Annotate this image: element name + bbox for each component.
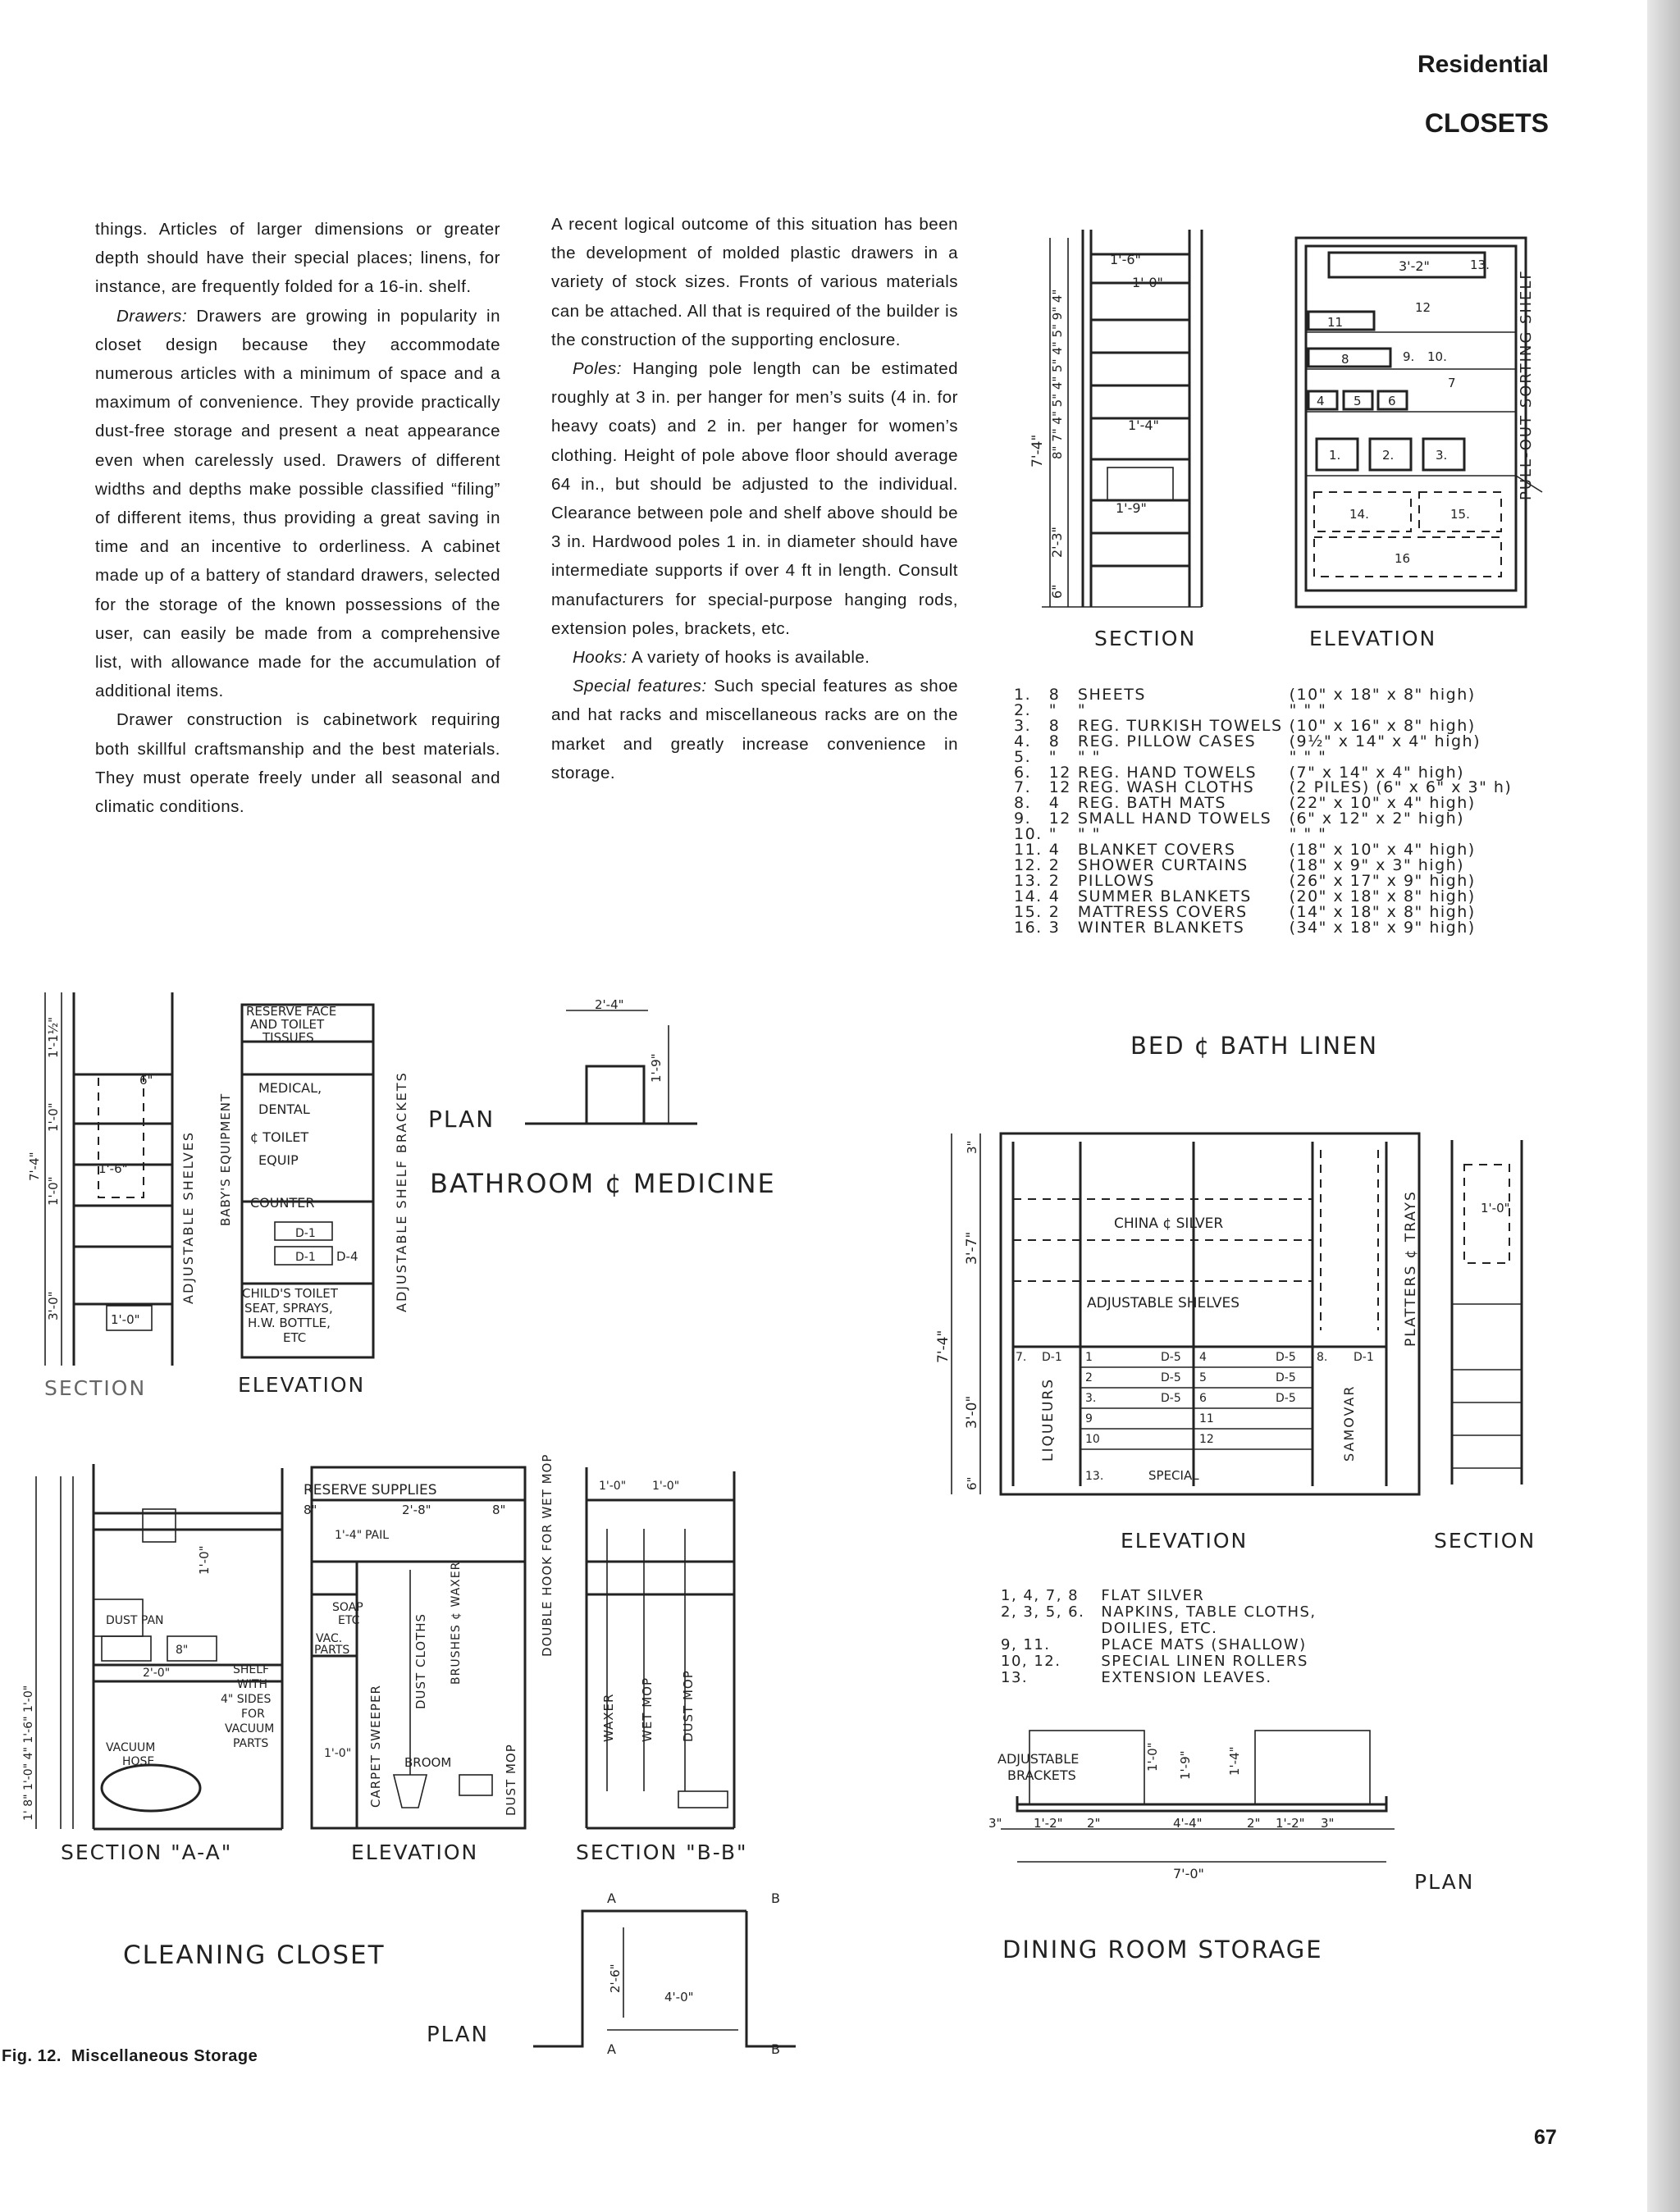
shelf-label: DENTAL [258, 1101, 310, 1117]
linen-item [1014, 703, 1518, 718]
dimension-label: 8" [492, 1503, 506, 1517]
linen-number: 13. [1014, 871, 1043, 890]
cleaning-section-a-label: SECTION "A-A" [61, 1840, 233, 1864]
drawer-label: 12 [1199, 1433, 1214, 1446]
linen-number: 1. [1014, 686, 1032, 704]
paragraph-special [551, 672, 958, 787]
linen-item [1014, 889, 1518, 905]
key-numbers: 13. [1001, 1669, 1029, 1686]
page-edge-shadow [1647, 0, 1680, 2212]
linen-list [1014, 687, 1518, 936]
broom-label: BROOM [404, 1755, 452, 1770]
linen-number: 8. [1014, 794, 1032, 813]
dining-key-row [1001, 1588, 1333, 1604]
dimension-label: 3" [1321, 1816, 1335, 1831]
linen-item [1014, 718, 1518, 734]
shelf-label: 4" SIDES [221, 1693, 272, 1706]
dust-cloths-label: DUST CLOTHS [413, 1612, 428, 1709]
double-hook-text: DOUBLE HOOK FOR WET MOP [540, 1453, 555, 1657]
linen-number: 16. [1014, 918, 1043, 937]
linen-name: SHOWER CURTAINS [1077, 855, 1249, 874]
shelf-label: FOR [241, 1708, 265, 1721]
bathroom-elevation-drawing [205, 1001, 410, 1361]
pull-out-label [1508, 238, 1541, 509]
dining-key-row [1001, 1637, 1333, 1653]
soap-etc-label: ETC [338, 1614, 360, 1627]
shelf-label: SEAT, SPRAYS, [244, 1301, 333, 1316]
samovar-label: SAMOVAR [1341, 1384, 1357, 1462]
dust-mop-label: DUST MOP [504, 1744, 518, 1816]
linen-size: (26" x 17" x 9" high) [1289, 871, 1476, 890]
key-numbers: 9, 11. [1001, 1636, 1051, 1653]
linen-quantity: 8 [1048, 732, 1061, 750]
vacuum-label: VACUUM [106, 1741, 156, 1754]
dimension-label: 3'-2" [1399, 258, 1430, 274]
babys-equipment-label: BABY'S EQUIPMENT [218, 1092, 233, 1226]
linen-quantity: 4 [1048, 794, 1061, 813]
paragraph: things. Articles of larger dimensions or greater depth should have their special places; linens, for instance, are frequently folded for a 16-in. shelf. [95, 220, 500, 297]
box-label: 7 [1448, 376, 1456, 390]
drawer-label: 6 [1199, 1392, 1207, 1405]
pull-out-text: PULL-OUT SORTING SHELF [1518, 269, 1535, 500]
brushes-waxer-label: BRUSHES ¢ WAXER [450, 1561, 463, 1685]
key-description: DOILIES, ETC. [1101, 1620, 1218, 1637]
linen-name: " [1077, 700, 1087, 719]
dimension-label: 3" [965, 1140, 979, 1154]
dimension-label: 3'-7" [964, 1231, 980, 1265]
bathroom-title: BATHROOM ¢ MEDICINE [430, 1168, 776, 1199]
dimension-label: 7'-4" [27, 1152, 42, 1181]
dining-elevation-label: ELEVATION [1121, 1529, 1249, 1553]
dimension-label: 8" 7" 4" 5" 4" 5" 4" 5" 9" 4" [1050, 289, 1065, 459]
pail-label: PAIL [365, 1529, 390, 1542]
dimension-label: 2'-3" [1049, 527, 1065, 558]
dimension-label: 1'-4" [1128, 417, 1159, 433]
linen-item [1014, 750, 1518, 765]
shelf-label: AND TOILET [250, 1017, 325, 1032]
brackets-label: BRACKETS [1007, 1767, 1076, 1783]
linen-quantity: " [1048, 747, 1057, 766]
shelf-label: ¢ TOILET [250, 1129, 309, 1145]
linen-name: " " [1077, 825, 1101, 844]
adjustable-shelves-label: ADJUSTABLE SHELVES [1087, 1295, 1240, 1311]
linen-size: (6" x 12" x 2" high) [1289, 810, 1465, 828]
adjustable-shelves-label: ADJUSTABLE SHELVES [180, 1130, 196, 1304]
dimension-label: 7'-4" [1029, 434, 1046, 467]
linen-item [1014, 873, 1518, 889]
drawer-label: D-5 [1161, 1351, 1181, 1364]
box-label: 3. [1436, 448, 1448, 463]
dining-key-row [1001, 1604, 1333, 1621]
key-numbers: 1, 4, 7, 8 [1001, 1587, 1080, 1604]
linen-quantity: 12 [1048, 763, 1071, 782]
china-silver-label: CHINA ¢ SILVER [1114, 1215, 1224, 1232]
linen-name: SUMMER BLANKETS [1077, 887, 1252, 905]
key-description: PLACE MATS (SHALLOW) [1101, 1636, 1307, 1653]
bathroom-section-label: SECTION [44, 1376, 147, 1400]
figure-number: Fig. 12. [2, 2047, 62, 2065]
dimension-label: 8" [304, 1503, 317, 1517]
box-label: 8 [1341, 352, 1349, 367]
box-label: 10. [1427, 349, 1447, 364]
dining-key-row [1001, 1653, 1333, 1670]
drawer-label: D-5 [1161, 1371, 1181, 1384]
dimension-label: 3'-0" [46, 1291, 61, 1320]
section-marker-b: B [771, 2041, 780, 2057]
adjustable-label: ADJUSTABLE [998, 1751, 1080, 1767]
dimension-label: 2'-0" [143, 1667, 171, 1680]
drawer-label: D-5 [1276, 1371, 1296, 1384]
shelf-label: ETC [283, 1330, 307, 1345]
linen-number: 5. [1014, 747, 1032, 766]
dimension-label: 1'-0" [599, 1480, 627, 1493]
dimension-label: 7'-4" [935, 1329, 952, 1363]
dining-key-list [1001, 1588, 1333, 1686]
linen-size: " " " [1289, 700, 1327, 719]
bathroom-plan-label: PLAN [428, 1106, 495, 1133]
drawer-label: 8. [1317, 1351, 1328, 1364]
section-header: Residential [1417, 51, 1549, 78]
linen-size: (14" x 18" x 8" high) [1289, 902, 1476, 921]
cleaning-elevation-label: ELEVATION [351, 1840, 479, 1864]
linen-name: PILLOWS [1077, 871, 1155, 890]
linen-quantity: 12 [1048, 778, 1071, 797]
linen-size: (18" x 10" x 4" high) [1289, 841, 1476, 860]
dimension-label: 1'-0" [652, 1480, 680, 1493]
drawer-label: D-5 [1276, 1351, 1296, 1364]
linen-quantity: 2 [1048, 902, 1061, 921]
dimension-label: 1' 8" 1'-0" 4" 1'-6" 1'-0" [22, 1685, 35, 1821]
drawer-label: 10 [1085, 1433, 1100, 1446]
box-label: 14. [1349, 507, 1369, 522]
cleaning-plan-label: PLAN [427, 2023, 489, 2047]
section-marker-a: A [607, 1890, 616, 1906]
drawer-label: 7. [1016, 1351, 1027, 1364]
dimension-label: 1'-0" [1145, 1742, 1160, 1772]
linen-size: (10" x 16" x 8" high) [1289, 716, 1476, 735]
figure-caption [2, 2047, 258, 2066]
box-label: 11 [1327, 315, 1344, 330]
shelf-label: MEDICAL, [258, 1080, 322, 1096]
linen-number: 9. [1014, 810, 1032, 828]
linen-number: 11. [1014, 841, 1043, 860]
linen-size: (20" x 18" x 8" high) [1289, 887, 1476, 905]
adjustable-brackets-label: ADJUSTABLE SHELF BRACKETS [394, 1071, 409, 1312]
dining-key-row [1001, 1621, 1333, 1637]
linen-name: REG. TURKISH TOWELS [1077, 716, 1283, 735]
drawer-label: D-5 [1161, 1392, 1181, 1405]
linen-name: REG. HAND TOWELS [1077, 763, 1258, 782]
waxer-label: WAXER [601, 1693, 616, 1742]
box-label: 12 [1415, 300, 1431, 315]
key-numbers [1001, 1621, 1101, 1637]
shelf-label: CHILD'S TOILET [242, 1286, 338, 1301]
linen-quantity: 12 [1048, 810, 1071, 828]
key-description: NAPKINS, TABLE CLOTHS, [1101, 1603, 1317, 1621]
dimension-label: 1'-1½" [46, 1016, 61, 1058]
box-label: 15. [1450, 507, 1470, 522]
linen-number: 4. [1014, 732, 1032, 750]
key-numbers: 10, 12. [1001, 1653, 1061, 1670]
paragraph-lead: Poles: [573, 359, 622, 379]
page-title: CLOSETS [1424, 108, 1549, 138]
linen-name: REG. BATH MATS [1077, 794, 1226, 813]
bed-bath-section-label: SECTION [1094, 627, 1197, 650]
dimension-label: 8" [176, 1644, 189, 1657]
paragraph-poles [551, 354, 958, 643]
paragraph-lead: Drawers: [116, 306, 188, 326]
paragraph-lead: Special features: [573, 677, 707, 696]
dining-section-drawing [1444, 1132, 1534, 1493]
linen-size: " " " [1289, 825, 1327, 844]
bed-bath-elevation-label: ELEVATION [1309, 627, 1437, 650]
paragraph-body: Hanging pole length can be estimated roughly at 3 in. per hanger for men’s suits (4 in. for heavy coats) and 2 in. per hanger for women’s clothing. Height of pole above floor should average 64 in., but should be adjusted to the individual. Clearance between pole and shelf above should be 3 in. Hardwood poles 1 in. in diameter should have intermediate supports if over 4 ft in length. Consult manufacturers for special-purpose hanging rods, extension poles, brackets, etc. [551, 359, 958, 638]
shelf-label: PARTS [233, 1737, 269, 1750]
dimension-label: 1'-0" [46, 1176, 61, 1206]
linen-size: " " " [1289, 747, 1327, 766]
linen-quantity: 8 [1048, 716, 1061, 735]
cleaning-plan-drawing [525, 1886, 804, 2059]
box-label: 2. [1382, 448, 1395, 463]
box-label: 5 [1354, 394, 1362, 408]
dimension-label: 1'-9" [1178, 1750, 1193, 1780]
box-label: 1. [1329, 448, 1341, 463]
linen-item [1014, 687, 1518, 703]
linen-name: BLANKET COVERS [1077, 841, 1236, 860]
dimension-label: 3'-0" [964, 1395, 980, 1429]
linen-quantity: 2 [1048, 855, 1061, 874]
dust-pan-label: DUST PAN [106, 1614, 164, 1627]
linen-name: SMALL HAND TOWELS [1077, 810, 1272, 828]
dimension-label: 1'-0" [1132, 275, 1163, 290]
linen-size: (2 PILES) (6" x 6" x 3" h) [1289, 778, 1513, 797]
paragraph-hooks [551, 643, 958, 672]
bathroom-elevation-label: ELEVATION [238, 1373, 366, 1397]
linen-size: (18" x 9" x 3" high) [1289, 855, 1465, 874]
linen-quantity: 8 [1048, 686, 1061, 704]
cleaning-elevation-drawing [295, 1463, 533, 1832]
dining-plan-drawing [984, 1722, 1411, 1886]
dimension-label: 1'-0" [46, 1102, 61, 1132]
dining-section-label: SECTION [1434, 1529, 1536, 1553]
paragraph-body: Drawers are growing in popularity in closet design because they accommodate numerous articles with a minimum of space and a maximum of convenience. They provide practically dust-free storage and present a neat appearance even when carelessly used. Drawers of different widths and depths make possible classified “filing” of different items, thus providing a great saving in time and an incentive to orderliness. A cabinet made up of a battery of standard drawers, selected for the storage of the known possessions of the user, can easily be made from a comprehensive list, with allowance made for the accumulation of additional items. [95, 306, 500, 701]
linen-size: (22" x 10" x 4" high) [1289, 794, 1476, 813]
linen-size: (34" x 18" x 9" high) [1289, 918, 1476, 937]
section-marker-a: A [607, 2041, 616, 2057]
drawer-label: 1 [1085, 1351, 1093, 1364]
dimension-label: 2" [1247, 1816, 1261, 1831]
paragraph: Drawer construction is cabinetwork requiring both skillful craftsmanship and the best materials. They must operate freely under all seasonal and climatic conditions. [95, 710, 500, 817]
dimension-label: 1'-0" [324, 1747, 352, 1760]
linen-item [1014, 905, 1518, 920]
shelf-label: EQUIP [258, 1152, 299, 1168]
dimension-label: 1'-2" [1276, 1816, 1305, 1831]
box-label: 6 [1388, 394, 1396, 408]
dimension-label: 1'-6" [98, 1161, 128, 1176]
shelf-label: RESERVE FACE [246, 1004, 337, 1019]
platters-trays-label: PLATTERS ¢ TRAYS [1403, 1190, 1419, 1347]
box-label: 13. [1470, 258, 1490, 272]
linen-number: 3. [1014, 716, 1032, 735]
box-label: 9. [1403, 349, 1415, 364]
dimension-label: 1'-9" [1116, 500, 1147, 516]
bed-bath-elevation-drawing [1280, 230, 1542, 615]
dimension-label: 1'-4" [335, 1529, 363, 1542]
shelf-label: D-1 [295, 1251, 316, 1264]
bathroom-section-drawing [16, 976, 196, 1374]
shelf-label: TISSUES [262, 1030, 314, 1045]
drawer-label: 13. [1085, 1470, 1104, 1483]
paragraph-drawers [95, 302, 500, 706]
linen-name: " " [1077, 747, 1101, 766]
shelf-label: WITH [237, 1678, 268, 1691]
dimension-label: 6" [1049, 584, 1065, 599]
vac-label: VAC. [316, 1632, 343, 1645]
linen-quantity: " [1048, 700, 1057, 719]
linen-size: (9½" x 14" x 4" high) [1289, 732, 1481, 750]
shelf-label: COUNTER [250, 1195, 315, 1211]
linen-name: SHEETS [1077, 686, 1146, 704]
linen-name: REG. WASH CLOTHS [1077, 778, 1255, 797]
dimension-label: 1'-4" [1227, 1746, 1242, 1776]
linen-size: (10" x 18" x 8" high) [1289, 686, 1476, 704]
key-numbers: 2, 3, 5, 6. [1001, 1603, 1085, 1621]
shelf-label: H.W. BOTTLE, [248, 1316, 331, 1330]
paragraph-body: A variety of hooks is available. [627, 648, 870, 668]
linen-quantity: 4 [1048, 887, 1061, 905]
dimension-label: 1'-9" [649, 1053, 664, 1083]
dining-elevation-drawing [935, 1117, 1427, 1503]
drawer-label: D-1 [1042, 1351, 1062, 1364]
drawer-label: 9 [1085, 1412, 1093, 1425]
drawer-label: D-1 [1354, 1351, 1374, 1364]
drawer-label: 4 [1199, 1351, 1207, 1364]
dimension-label: 4'-4" [1173, 1816, 1203, 1831]
double-hook-label [532, 1453, 581, 1665]
drawer-label: 3. [1085, 1392, 1097, 1405]
linen-quantity: 2 [1048, 871, 1061, 890]
text-column-1 [95, 215, 500, 821]
dust-mop-label: DUST MOP [681, 1670, 696, 1742]
linen-number: 15. [1014, 902, 1043, 921]
dimension-label: 2'-8" [402, 1503, 431, 1517]
dimension-label: 1'-0" [1481, 1201, 1510, 1215]
cleaning-section-b-label: SECTION "B-B" [576, 1840, 748, 1864]
box-label: 16 [1395, 551, 1411, 566]
dimension-label: 1'-6" [1110, 252, 1141, 267]
key-description: EXTENSION LEAVES. [1101, 1669, 1272, 1686]
linen-item [1014, 920, 1518, 936]
dimension-label: 2" [1087, 1816, 1101, 1831]
dimension-label: 2'-6" [608, 1963, 623, 1993]
dimension-label: 1'-0" [197, 1545, 212, 1575]
linen-number: 7. [1014, 778, 1032, 797]
box-label: 4 [1317, 394, 1325, 408]
linen-size: (7" x 14" x 4" high) [1289, 763, 1465, 782]
dining-key-row [1001, 1670, 1333, 1686]
bed-bath-section-drawing [1017, 221, 1214, 623]
drawer-label: 11 [1199, 1412, 1214, 1425]
key-description: SPECIAL LINEN ROLLERS [1101, 1653, 1308, 1670]
linen-quantity: 3 [1048, 918, 1061, 937]
linen-quantity: 4 [1048, 841, 1061, 860]
cleaning-title: CLEANING CLOSET [123, 1941, 386, 1970]
dimension-label: 4'-0" [664, 1990, 694, 2004]
cleaning-section-a-drawing [11, 1460, 290, 1837]
bathroom-plan-drawing [517, 997, 689, 1140]
drawer-label: 2 [1085, 1371, 1093, 1384]
paragraph-lead: Hooks: [573, 648, 628, 668]
linen-item [1014, 734, 1518, 750]
dimension-label: 6" [139, 1073, 153, 1088]
dining-title: DINING ROOM STORAGE [1002, 1936, 1323, 1963]
reserve-supplies-label: RESERVE SUPPLIES [304, 1482, 437, 1498]
drawer-label: D-5 [1276, 1392, 1296, 1405]
shelf-label: SHELF [233, 1663, 270, 1676]
linen-name: MATTRESS COVERS [1077, 902, 1248, 921]
section-marker-b: B [771, 1890, 780, 1906]
linen-number: 10. [1014, 825, 1043, 844]
bed-bath-title: BED ¢ BATH LINEN [1130, 1032, 1379, 1060]
linen-quantity: " [1048, 825, 1057, 844]
dimension-label: 3" [988, 1816, 1002, 1831]
carpet-sweeper-label: CARPET SWEEPER [368, 1685, 383, 1808]
dimension-label: 1'-2" [1034, 1816, 1063, 1831]
wet-mop-label: WET MOP [640, 1676, 655, 1742]
shelf-label: VACUUM [225, 1722, 275, 1735]
figure-title: Miscellaneous Storage [71, 2047, 258, 2065]
linen-name: REG. PILLOW CASES [1077, 732, 1257, 750]
shelf-label: D-4 [336, 1249, 358, 1264]
page-number: 67 [1534, 2126, 1557, 2149]
text-column-2 [551, 210, 958, 787]
soap-label: SOAP [332, 1601, 363, 1614]
dimension-label: 6" [965, 1476, 979, 1490]
dimension-label: 7'-0" [1173, 1866, 1204, 1881]
vac-parts-label: PARTS [314, 1644, 350, 1657]
paragraph: A recent logical outcome of this situation has been the development of molded plastic drawers in a variety of stock sizes. Fronts of various materials can be attached. All that is required of the builder is the construction of the supporting enclosure. [551, 215, 958, 349]
dining-plan-label: PLAN [1414, 1870, 1475, 1894]
linen-number: 2. [1014, 700, 1032, 719]
hose-label: HOSE [122, 1755, 155, 1768]
linen-number: 6. [1014, 763, 1032, 782]
dimension-label: 1'-0" [111, 1312, 140, 1327]
drawer-label: 5 [1199, 1371, 1207, 1384]
cleaning-section-b-drawing [582, 1463, 746, 1832]
linen-number: 14. [1014, 887, 1043, 905]
shelf-label: D-1 [295, 1227, 316, 1240]
special-label: SPECIAL [1148, 1468, 1199, 1483]
linen-number: 12. [1014, 855, 1043, 874]
key-description: FLAT SILVER [1101, 1587, 1205, 1604]
dimension-label: 2'-4" [595, 997, 624, 1012]
liqueurs-label: LIQUEURS [1040, 1377, 1057, 1462]
paragraph-body: Such special features as shoe and hat racks and miscellaneous racks are on the market and greatly increase convenience in storage. [551, 677, 958, 782]
linen-name: WINTER BLANKETS [1077, 918, 1245, 937]
